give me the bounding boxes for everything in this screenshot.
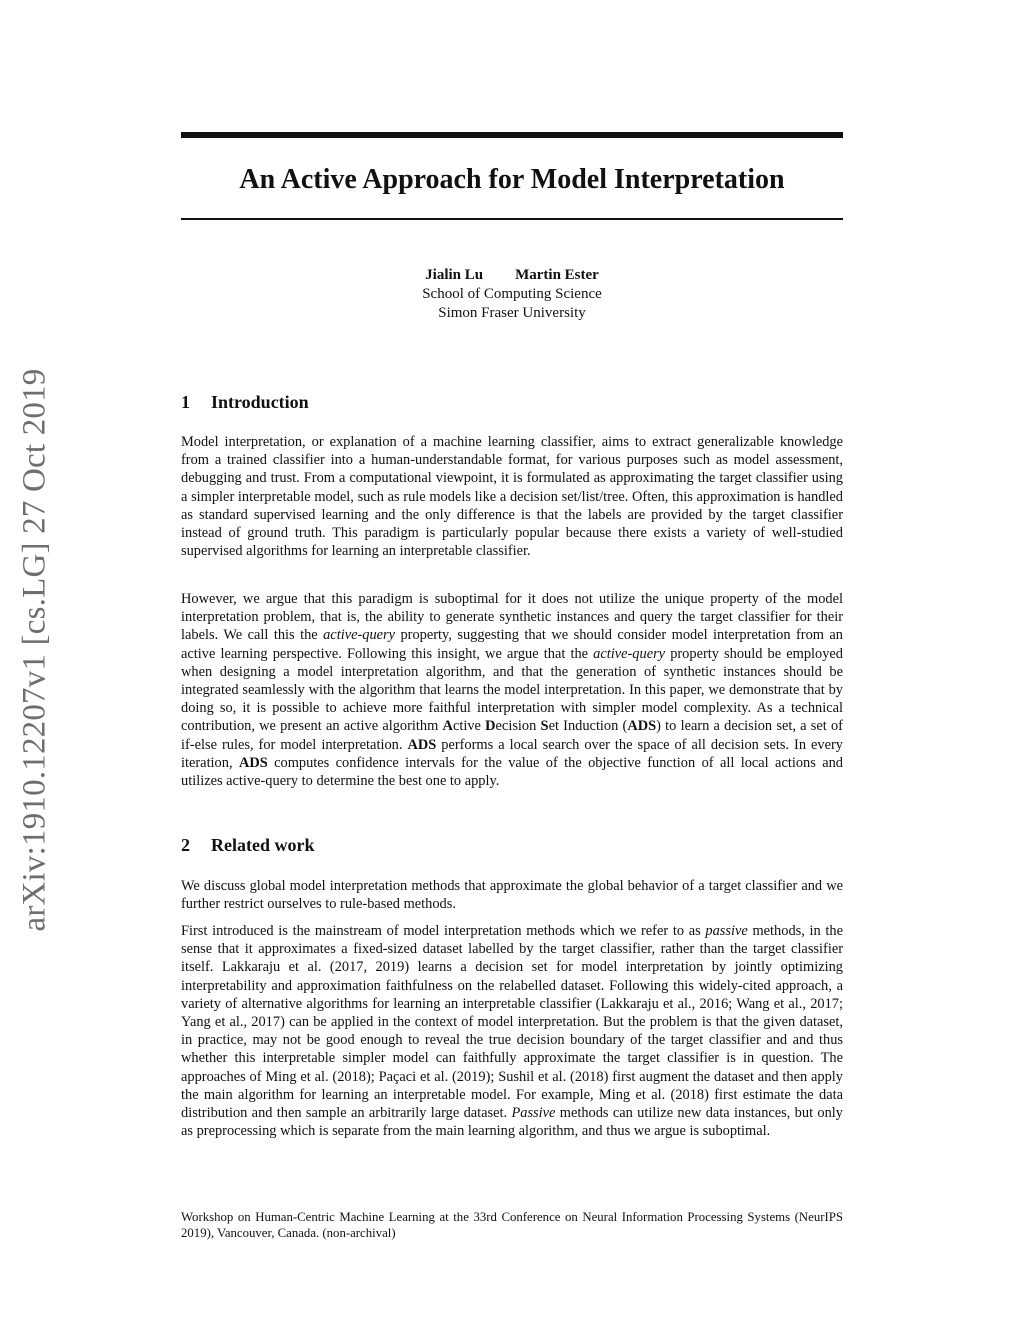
text-run: However, we argue that this paradigm is suboptimal for it does not utilize the unique property of the model interpretation problem, that is, the ability to generate synthetic instances and query the target classifier for their labels. We call this the: [181, 591, 843, 644]
author-names: [181, 266, 843, 285]
acronym-letter: D: [485, 718, 496, 735]
author-name: Jialin Lu: [425, 267, 484, 283]
author-name: Martin Ester: [515, 267, 599, 283]
ads-acronym: ADS: [238, 754, 268, 771]
text-run: ecision: [495, 718, 541, 735]
ads-acronym: ADS: [627, 718, 657, 735]
text-run: computes confidence intervals for the value of the objective function of all local actions and utilizes active-query to determine the best one to apply.: [181, 754, 843, 790]
emphasis-term: Passive: [511, 1105, 556, 1122]
paper-title: An Active Approach for Model Interpretation: [239, 164, 785, 195]
section-number: 2: [181, 835, 190, 855]
text-run: ctive: [452, 718, 486, 735]
text-run: et Induction (: [548, 718, 628, 735]
ads-acronym: ADS: [407, 736, 437, 753]
arxiv-stamp-text: arXiv:1910.12207v1 [cs.LG] 27 Oct 2019: [16, 368, 53, 932]
emphasis-term: passive: [705, 923, 748, 939]
emphasis-term: active-query: [593, 645, 666, 662]
author-affiliation: School of Computing Science: [422, 286, 602, 302]
emphasis-term: active-query: [323, 627, 396, 644]
related-paragraph-1: We discuss global model interpretation methods that approximate the global behavior of a target classifier and we further restrict ourselves to rule-based methods.: [181, 878, 843, 913]
venue-footnote: Workshop on Human-Centric Machine Learning at the 33rd Conference on Neural Information Processing Systems (NeurIPS 2019), Vancouver, Canada. (non-archival): [181, 1210, 843, 1240]
title-rule-bottom: [181, 218, 843, 220]
acronym-letter: S: [540, 718, 549, 735]
author-university: Simon Fraser University: [438, 305, 586, 321]
text-run: ) to learn a decision set, a set of if-else rules, for model interpretation.: [181, 718, 843, 753]
related-paragraph-2: [181, 922, 843, 1140]
section-title: Related work: [211, 835, 315, 855]
section-heading-related-work: [181, 833, 314, 857]
title-rule-top: [181, 132, 843, 138]
acronym-letter: A: [442, 718, 453, 735]
section-heading-introduction: [181, 390, 309, 414]
section-title: Introduction: [211, 392, 309, 412]
text-run: methods can utilize new data instances, but only as preprocessing which is separate from the main learning algorithm, and thus we argue is suboptimal.: [181, 1105, 843, 1140]
arxiv-identifier-stamp: [10, 358, 60, 942]
intro-paragraph-1: Model interpretation, or explanation of a machine learning classifier, aims to extract generalizable knowledge from a trained classifier into a human-understandable format, for various purposes such as model assessment, debugging and trust. From a computational viewpoint, it is formulated as approximating the target classifier using a simpler interpretable model, such as rule models like a decision set/list/tree. Often, this approximation is handled as standard supervised learning and the only difference is that the labels are provided by the target classifier instead of ground truth. This paradigm is particularly popular because there exists a variety of well-studied supervised algorithms for learning an interpretable classifier.: [181, 434, 843, 560]
text-run: methods, in the sense that it approximates a fixed-sized dataset labelled by the target classifier, rather than the target classifier itself. Lakkaraju et al. (2017, 2019) learns a decision set for model interpretation by jointly optimizing interpretability and approximation faithfulness on the relabelled dataset. Following this widely-cited approach, a variety of alternative algorithms for learning an interpretable classifier (Lakkaraju et al., 2016; Wang et al., 2017; Yang et al., 2017) can be applied in the context of model interpretation. But the problem is that the given dataset, in practice, may not be good enough to reveal the true decision boundary of the target classifier and and thus whether this interpretable simpler model can faithfully approximate the target classifier is in question. The approaches of Ming et al. (2018); Paçaci et al. (2019); Sushil et al. (2018) first augment the dataset and then apply the main algorithm for learning an interpretable model. For example, Ming et al. (2018) first estimate the data distribution and then sample an arbitrarily large dataset.: [181, 923, 843, 1122]
section-number: 1: [181, 392, 190, 412]
author-block: [181, 266, 843, 323]
text-run: property, suggesting that we should consider model interpretation from an active learning perspective. Following this insight, we argue that the: [181, 627, 844, 662]
text-run: First introduced is the mainstream of model interpretation methods which we refer to as: [181, 923, 706, 939]
text-run: property should be employed when designing a model interpretation algorithm, and that the generation of synthetic instances should be integrated seamlessly with the algorithm that learns the model interpretation. In this paper, we demonstrate that by doing so, it is possible to achieve more faithful interpretation with simpler model complexity. As a technical contribution, we present an active algorithm: [181, 645, 843, 735]
text-run: performs a local search over the space of all decision sets. In every iteration,: [181, 736, 843, 771]
intro-paragraph-2: [181, 590, 843, 790]
